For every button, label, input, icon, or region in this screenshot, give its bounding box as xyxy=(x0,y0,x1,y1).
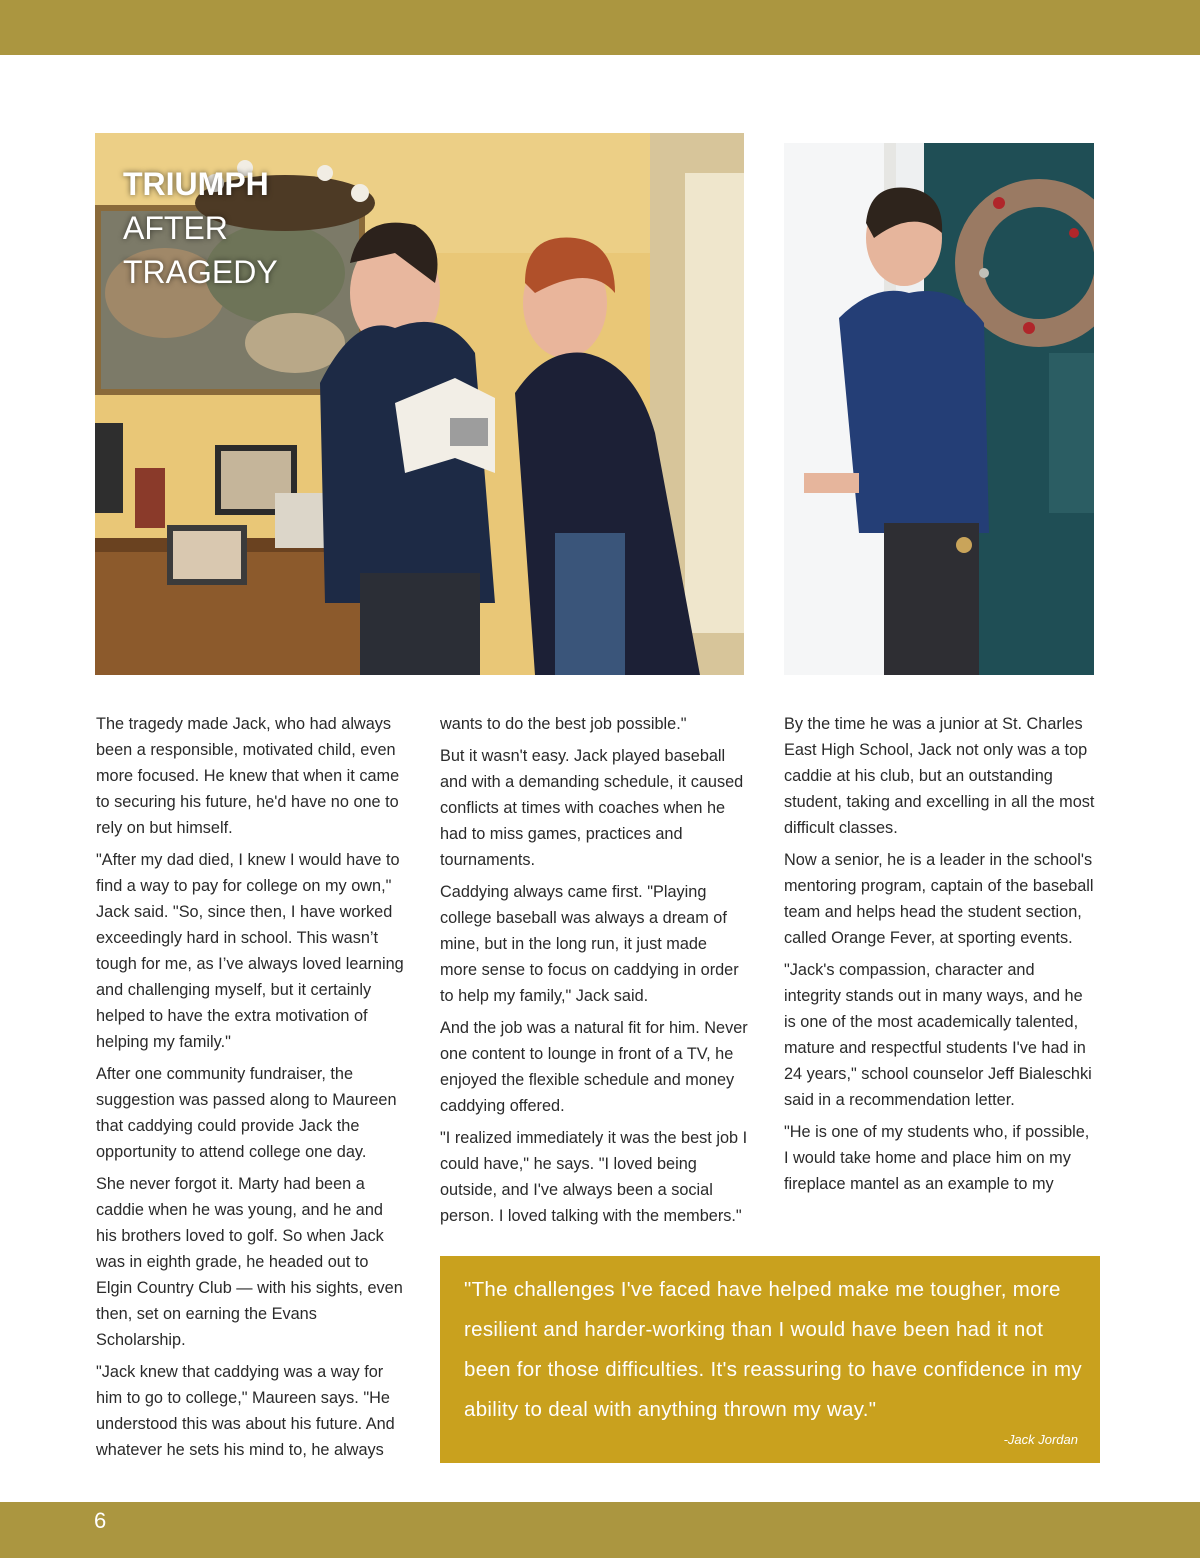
paragraph: "He is one of my students who, if possible, I would take home and place him on my fireplace mantel as an example to my xyxy=(784,1123,1090,1193)
paragraph: After one community fundraiser, the suggestion was passed along to Maureen that caddying could provide Jack the opportunity to attend college one day. xyxy=(96,1065,397,1161)
paragraph: "I realized immediately it was the best job I could have," he says. "I loved being outside, and I've always been a social person. I loved talking with the members." xyxy=(440,1129,748,1225)
article-column-2 xyxy=(440,711,748,1235)
paragraph: The tragedy made Jack, who had always been a responsible, motivated child, even more focused. He knew that when it came to securing his future, he'd have no one to rely on but himself. xyxy=(96,715,400,837)
pull-quote-attribution: -Jack Jordan xyxy=(1003,1432,1078,1447)
pull-quote-box xyxy=(440,1256,1100,1463)
paragraph: By the time he was a junior at St. Charles East High School, Jack not only was a top caddie at his club, but an outstanding student, taking and excelling in all the most difficult classes. xyxy=(784,715,1095,837)
title-line-3: TRAGEDY xyxy=(123,254,278,290)
paragraph: Caddying always came first. "Playing college baseball was always a dream of mine, but in the long run, it just made more sense to focus on caddying in order to help my family," Jack said. xyxy=(440,883,739,1005)
article-column-3 xyxy=(784,711,1096,1203)
page-number: 6 xyxy=(94,1508,107,1533)
paragraph: Now a senior, he is a leader in the school's mentoring program, captain of the baseball team and helps head the student section, called Orange Fever, at sporting events. xyxy=(784,851,1094,947)
top-band xyxy=(0,0,1200,55)
title-line-2: AFTER xyxy=(123,210,228,246)
paragraph: "Jack knew that caddying was a way for him to go to college," Maureen says. "He understood this was about his future. And whatever he sets his mind to, he always xyxy=(96,1363,395,1459)
bottom-band xyxy=(0,1502,1200,1558)
paragraph: She never forgot it. Marty had been a caddie when he was young, and he and his brothers loved to golf. So when Jack was in eighth grade, he headed out to Elgin Country Club — with his sights, even then, set on earning the Evans Scholarship. xyxy=(96,1175,403,1349)
paragraph: wants to do the best job possible." xyxy=(440,715,687,733)
paragraph: And the job was a natural fit for him. Never one content to lounge in front of a TV, he enjoyed the flexible schedule and money caddying offered. xyxy=(440,1019,748,1115)
article-title xyxy=(123,162,278,294)
paragraph: But it wasn't easy. Jack played baseball and with a demanding schedule, it caused conflicts at times with coaches when he had to miss games, practices and tournaments. xyxy=(440,747,744,869)
photo-jack-at-door xyxy=(784,143,1094,675)
title-line-1: TRIUMPH xyxy=(123,166,269,202)
pull-quote-text: "The challenges I've faced have helped make me tougher, more resilient and harder-working than I would have been had it not been for those difficulties. It's reassuring to have confidence in my ability to deal with anything thrown my way." xyxy=(464,1278,1082,1421)
paragraph: "Jack's compassion, character and integrity stands out in many ways, and he is one of the most academically talented, mature and respectful students I've had in 24 years," school counselor Jeff Bialeschki said in a recommendation letter. xyxy=(784,961,1092,1109)
article-column-1 xyxy=(96,711,408,1469)
paragraph: "After my dad died, I knew I would have to find a way to pay for college on my own," Jack said. "So, since then, I have worked exceedingly hard in school. This wasn’t tough for me, as I’ve always loved learning and challenging myself, but it certainly helped to have the extra motivation of helping my family." xyxy=(96,851,404,1051)
